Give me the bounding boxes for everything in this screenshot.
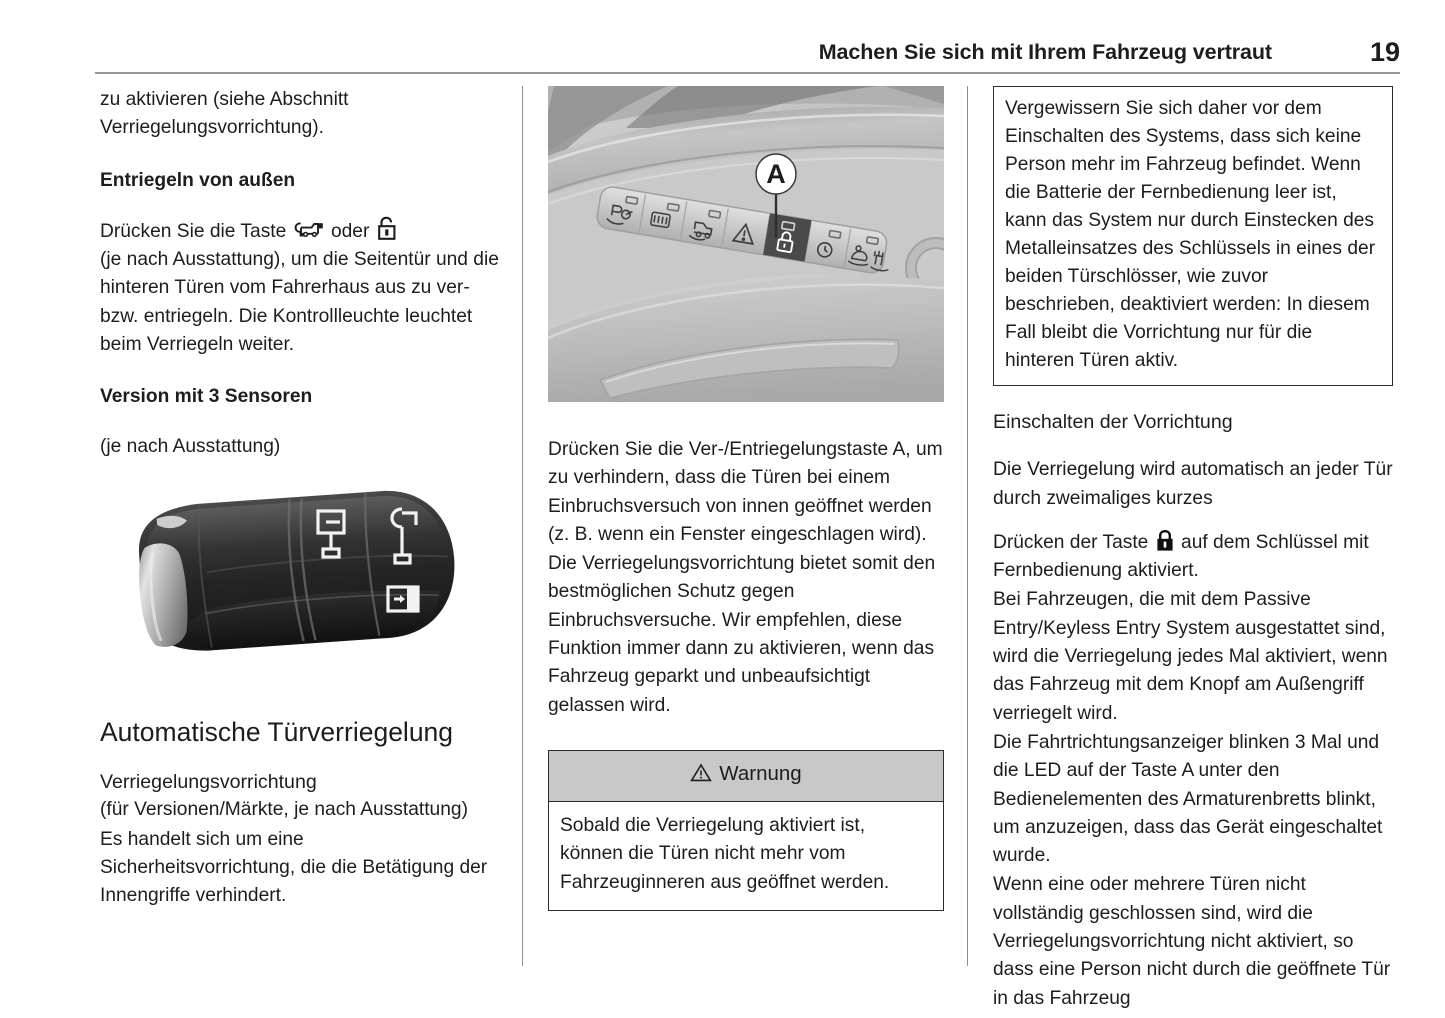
page-number: 19	[1369, 37, 1400, 67]
warning-box	[548, 750, 944, 911]
left-paragraph-4: (für Versionen/Märkte, je nach Ausstattung)	[100, 799, 468, 821]
right-paragraph-1: Die Verriegelung wird automatisch an jeder Tür durch zweimaliges kurzes	[993, 459, 1393, 509]
right-paragraph-4: Die Fahrtrichtungsanzeiger blinken 3 Mal und die LED auf der Taste A unter den Bedienelementen des Armaturenbretts blinkt, um anzuzeigen, dass das Gerät eingeschaltet wurde.	[993, 731, 1383, 867]
closed-padlock-icon	[1156, 529, 1174, 552]
left-paragraph-3: (je nach Ausstattung)	[100, 435, 281, 457]
warning-box-body: Sobald die Verriegelung aktiviert ist, können die Türen nicht mehr vom Fahrzeuginneren aus geöffnet werden.	[560, 814, 890, 893]
left-paragraph-2-mid: oder	[325, 220, 375, 242]
note-box-text: Vergewissern Sie sich daher vor dem Einschalten des Systems, dass sich keine Person mehr im Fahrzeug befindet. Wenn die Batterie der Fernbedienung leer ist, kann das System nur durch Einstecken des Metalleinsatzes des Schlüssels in eines der beiden Türschlösser, wie zuvor beschrieben, deaktiviert werden: In diesem Fall bleibt die Vorrichtung nur für die hinteren Türen aktiv.	[1005, 98, 1376, 371]
left-heading-verriegelungsvorrichtung: Verriegelungsvorrichtung	[100, 770, 317, 793]
van-unlock-icon	[294, 220, 324, 240]
right-paragraph-3: Bei Fahrzeugen, die mit dem Passive Entry/Keyless Entry System ausgestattet sind, wird die Verriegelung jedes Mal aktiviert, wenn das Fahrzeug mit dem Knopf am Außengriff verriegelt wird.	[993, 589, 1388, 724]
right-paragraph-2-rest: auf dem Schlüssel mit Fernbedienung aktiviert.	[993, 531, 1369, 582]
warning-triangle-icon	[690, 763, 712, 788]
warning-box-title: Warnung	[719, 761, 802, 785]
page-header	[95, 37, 1400, 74]
right-heading-einschalten: Einschalten der Vorrichtung	[993, 411, 1233, 433]
left-paragraph-2-lead: Drücken Sie die Taste	[100, 220, 292, 242]
note-box	[993, 86, 1393, 386]
open-padlock-icon	[377, 216, 398, 241]
column-divider-left	[522, 86, 523, 966]
left-heading-version-3-sensoren: Version mit 3 Sensoren	[100, 386, 313, 408]
left-paragraph-2	[100, 216, 500, 246]
right-paragraph-5: Wenn eine oder mehrere Türen nicht vollständig geschlossen sind, wird die Verriegelungsvorrichtung nicht aktiviert, so dass eine Person nicht durch die geöffnete Tür in das Fahrzeug	[993, 874, 1391, 1009]
page-title: Machen Sie sich mit Ihrem Fahrzeug vertraut	[818, 40, 1272, 64]
middle-paragraph-2: Die Verriegelungsvorrichtung bietet somit den bestmöglichen Schutz gegen Einbruchsversuche. Wir empfehlen, diese Funktion immer dann zu aktivieren, wenn das Fahrzeug geparkt und unbeaufsichtigt gelassen wird.	[548, 553, 936, 716]
header-rule	[95, 72, 1400, 74]
key-fob-figure	[100, 483, 500, 698]
left-section-title: Automatische Türverriegelung	[100, 716, 454, 747]
middle-paragraph-1: Drücken Sie die Ver-/Entriegelungstaste A, um zu verhindern, dass die Türen bei einem Einbruchsversuch von innen geöffnet werden (z. B. wenn ein Fenster eingeschlagen wird).	[548, 439, 943, 545]
left-paragraph-5: Es handelt sich um eine Sicherheitsvorrichtung, die die Betätigung der Innengriffe verhindert.	[100, 828, 488, 907]
right-column	[993, 86, 1397, 1013]
left-paragraph-1: zu aktivieren (siehe Abschnitt Verriegelungsvorrichtung).	[100, 89, 349, 139]
right-paragraph-2	[993, 529, 1397, 586]
left-heading-entriegeln: Entriegeln von außen	[100, 169, 296, 191]
column-divider-right	[967, 86, 968, 966]
middle-column	[548, 86, 950, 911]
left-column	[100, 86, 500, 910]
left-paragraph-2-rest: (je nach Ausstattung), um die Seitentür und die hinteren Türen vom Fahrerhaus aus zu ver- bzw. entriegeln. Die Kontrollleuchte leuchtet beim Verriegeln weiter.	[100, 249, 499, 356]
warning-box-header	[549, 751, 943, 802]
dashboard-controls-figure	[548, 86, 944, 402]
right-paragraph-2-lead: Drücken der Taste	[993, 531, 1154, 553]
callout-letter-a: A	[766, 159, 786, 189]
